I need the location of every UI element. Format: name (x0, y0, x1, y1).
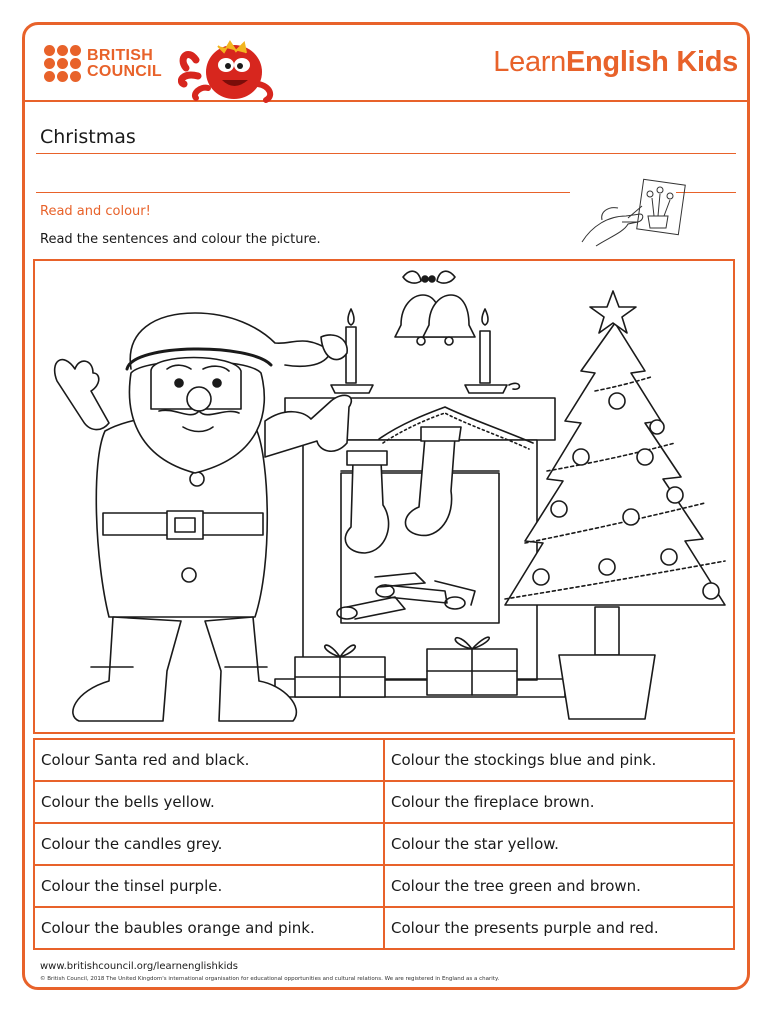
holly (403, 271, 455, 283)
task-cell: Colour the fireplace brown. (384, 781, 734, 823)
task-cell: Colour the candles grey. (34, 823, 384, 865)
header-divider (25, 100, 747, 102)
british-council-dots-icon (44, 45, 81, 82)
task-cell: Colour the star yellow. (384, 823, 734, 865)
table-row (34, 865, 734, 907)
footer-url: www.britishcouncil.org/learnenglishkids (40, 961, 238, 972)
christmas-tree (505, 323, 725, 655)
colouring-picture (33, 259, 735, 734)
plant-pot (559, 655, 655, 719)
british-council-logo (44, 45, 162, 82)
title-divider (36, 153, 736, 154)
bc-logo-line1: BRITISH (87, 46, 154, 64)
task-cell: Colour the presents purple and red. (384, 907, 734, 949)
monster-mascot-icon (178, 38, 278, 104)
task-cell: Colour the baubles orange and pink. (34, 907, 384, 949)
lek-logo-light: Learn (493, 46, 566, 78)
table-row (34, 907, 734, 949)
table-row (34, 739, 734, 781)
task-cell: Colour the bells yellow. (34, 781, 384, 823)
task-cell: Colour the stockings blue and pink. (384, 739, 734, 781)
task-cell: Colour Santa red and black. (34, 739, 384, 781)
task-cell: Colour the tinsel purple. (34, 865, 384, 907)
learnenglish-kids-logo (493, 46, 738, 79)
lek-logo-bold: English Kids (565, 46, 738, 78)
tasks-table (33, 738, 735, 950)
activity-heading: Read and colour! (40, 204, 151, 219)
worksheet-title: Christmas (40, 126, 136, 148)
task-cell: Colour the tree green and brown. (384, 865, 734, 907)
section-divider (36, 192, 570, 193)
footer-copyright: © British Council, 2018 The United Kingdom's international organisation for educational opportunities and cultural relations. We are registered in England as a charity. (40, 976, 500, 982)
hand-colouring-icon (578, 176, 698, 252)
instruction-text: Read the sentences and colour the picture. (40, 232, 321, 247)
candle (465, 309, 519, 393)
bc-logo-line2: COUNCIL (87, 62, 162, 80)
table-row (34, 823, 734, 865)
table-row (34, 781, 734, 823)
